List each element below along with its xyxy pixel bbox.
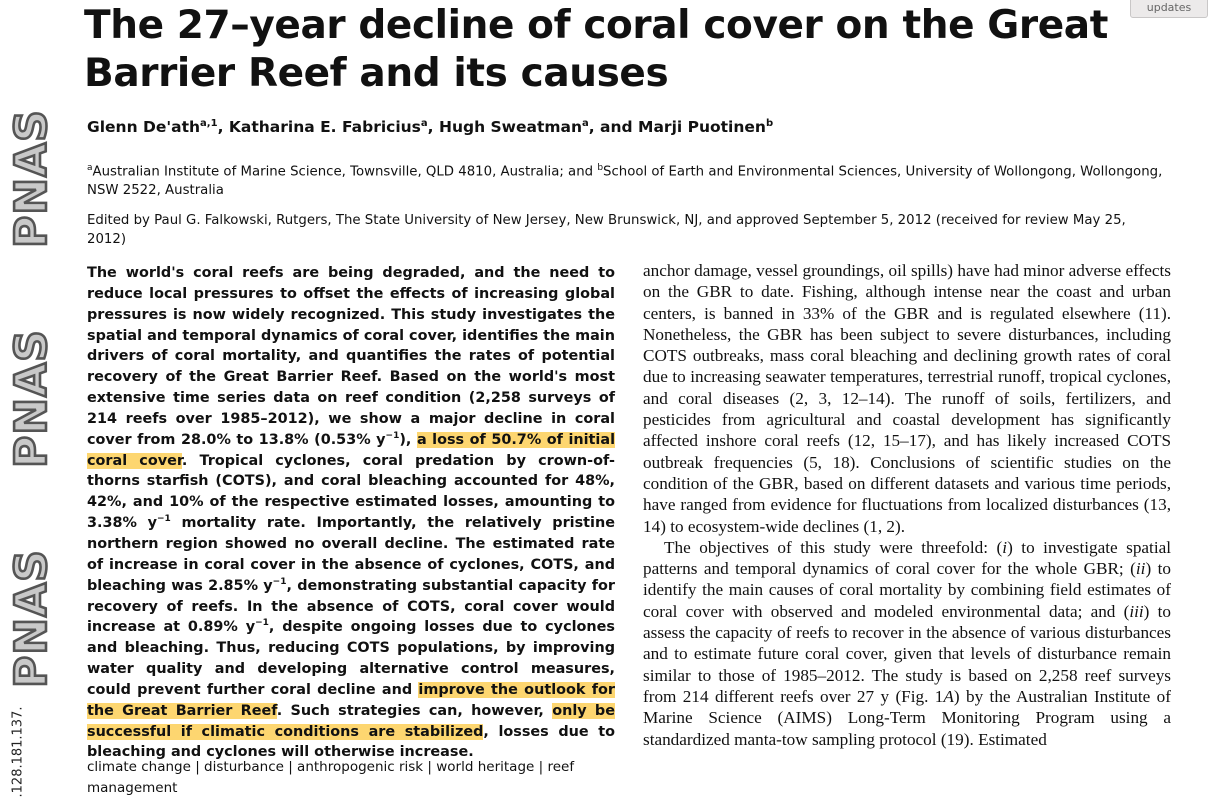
affiliations [87,159,1167,200]
author-name[interactable]: Marji Puotinen [638,118,766,137]
abstract-text: . Such strategies can, however, [276,702,553,719]
abstract-text: . Tropical cyclones, coral predation by crown-of-thorns starfish (COTS), and coral bleaching accounted for 48%, 42%, and 10% of the respective estimated losses, amounting to 3.38% y [87,452,615,532]
author-name[interactable]: Glenn De'ath [87,118,201,137]
affil-mark: b [597,163,604,173]
pnas-logo [0,0,56,797]
author-affil-mark: a [420,118,428,129]
affiliation-text: Australian Institute of Marine Science, Townsville, QLD 4810, Australia; and [92,164,598,180]
article-title: The 27–year decline of coral cover on the Great Barrier Reef and its causes [84,3,1108,96]
keywords: climate change | disturbance | anthropogenic risk | world heritage | reef management [87,759,575,796]
abstract-text: The world's coral reefs are being degraded, and the need to reduce local pressures to offset the effects of increasing global pressures is now widely recognized. This study investigates the spatial and temporal dynamics of coral cover, identifies the main drivers of coral mortality, and quantifies the rates of potential recovery of the Great Barrier Reef. Based on the world's most extensive time series data on reef condition (2,258 surveys of 214 reefs over 1985–2012), we show a major decline in coral cover from 28.0% to 13.8% (0.53% y [87,265,615,448]
highlighted-text: only be successful if climatic conditions are stabilized [87,702,615,740]
author-separator: , [217,118,229,137]
affiliation-text: School of Earth and Environmental Sciences, University of Wollongong, Wollongong, NSW 2522, Australia [87,164,1163,199]
abstract-text: , despite ongoing losses due to cyclones and bleaching. Thus, reducing COTS populations, by improving water quality and developing alternative control measures, could prevent further coral decline and [87,619,615,698]
svg-text:PNAS: PNAS [6,549,57,688]
abstract-text: mortality rate. Importantly, the relatively pristine northern region showed no overall decline. The estimated rate of increase in coral cover in the absence of cyclones, COTS, and bleaching was 2.85% y [87,515,615,594]
body-column [643,260,1171,750]
unit-exponent: −1 [385,430,400,441]
affil-mark: a [87,163,93,173]
check-for-updates-button[interactable]: updates [1130,0,1208,18]
download-ip-stamp: .128.181.137. [10,706,26,798]
body-paragraph: anchor damage, vessel groundings, oil spills) have had minor adverse effects on the GBR to date. Fishing, although intense near the coast and urban centers, is banned in 33% of the GBR and is regulated elsewhere (11). Nonetheless, the GBR has been subject to severe disturbances, including COTS outbreaks, mass coral bleaching and declining growth rates of coral due to increasing seawater temperatures, terrestrial runoff, tropical cyclones, and coral diseases (2, 3, 12–14). The runoff of soils, fertilizers, and pesticides from agricultural and coastal development has significantly affected inshore coral reefs (12, 15–17), and has likely increased COTS outbreak frequencies (5, 18). Conclusions of scientific studies on the condition of the GBR, based on different datasets and various time periods, have ranged from evidence for fluctuations from localized disturbances (13, 14) to ecosystem-wide declines (1, 2). [643,261,1171,536]
abstract-text: ), [399,431,417,448]
highlighted-text: a loss of 50.7% of initial coral cover [87,431,616,469]
author-name[interactable]: Hugh Sweatman [438,118,583,137]
abstract-text: , demonstrating substantial capacity for recovery of reefs. In the absence of COTS, coral cover would increase at 0.89% y [87,577,615,636]
author-separator: , and [588,118,639,137]
body-paragraph: The objectives of this study were threefold: (i) to investigate spatial patterns and temporal dynamics of coral cover for the whole GBR; (ii) to identify the main causes of coral mortality by combining field estimates of coral cover with observed and modeled environmental data; and (iii) to assess the capacity of reefs to recover in the absence of various disturbances and to estimate future coral cover, given that levels of disturbance remain similar to those of 1985–2012. The study is based on 2,258 reef surveys from 214 different reefs over 27 y (Fig. 1A) by the Australian Institute of Marine Science (AIMS) Long-Term Monitoring Program using a standardized manta-tow sampling protocol (19). Estimated [643,537,1171,749]
edited-by-note: Edited by Paul G. Falkowski, Rutgers, The State University of New Jersey, New Brunswick, NJ, and approved September 5, 2012 (received for review May 25, 2012) [87,213,1126,247]
author-list [87,118,773,136]
author-affil-mark: b [765,118,774,129]
unit-exponent: −1 [272,576,287,587]
journal-sidebar [0,0,57,798]
author-separator: , [427,118,439,137]
abstract [87,263,615,763]
author-affil-mark: a [582,118,589,129]
abstract-text: , losses due to bleaching and cyclones will otherwise increase. [87,723,615,761]
unit-exponent: −1 [157,514,171,525]
svg-text:PNAS: PNAS [6,329,57,468]
svg-text:PNAS: PNAS [6,109,57,248]
author-name[interactable]: Katharina E. Fabricius [228,118,421,137]
unit-exponent: −1 [255,618,269,629]
highlighted-text: improve the outlook for the Great Barrier Reef [87,681,615,719]
author-affil-mark: a,1 [200,118,218,129]
